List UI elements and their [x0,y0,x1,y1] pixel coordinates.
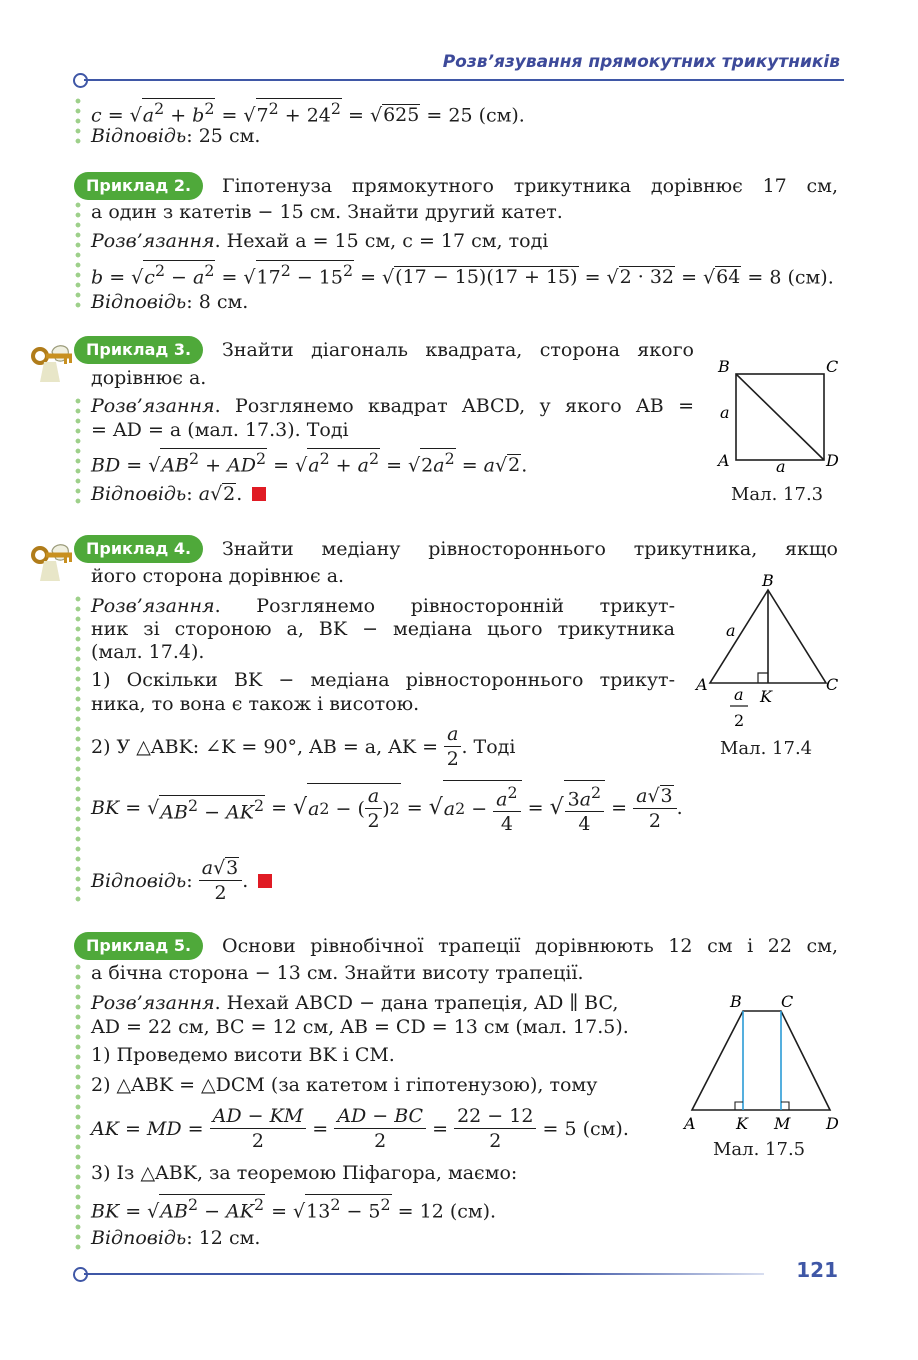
svg-text:a: a [734,685,744,704]
end-of-solution-square-icon [252,487,266,501]
svg-text:a: a [726,621,736,640]
ex5-answer: Відповідь: 12 см. [91,1227,261,1249]
figure-17-3-square [710,356,850,476]
ex4-step1-line1: 1) Оскільки BK − медіана рівностороннього трикут- [91,669,675,691]
svg-text:B: B [718,357,730,376]
ex4-step2: 2) У △ABK: ∠K = 90°, AB = a, AK = $\frac{a}{2}$ . Тоді [91,723,516,770]
figure-17-4-caption: Мал. 17.4 [720,738,813,759]
figure-17-4-triangle [692,570,852,736]
ex3-solution-line2: = AD = a (мал. 17.3). Тоді [91,419,349,441]
svg-text:a: a [776,457,786,476]
ex5-solution-line1: Розв’язання. Нехай ABCD − дана трапеція, AD ∥ BC, [91,992,619,1014]
ex4-solution-line3: (мал. 17.4). [91,641,205,663]
end-of-solution-square-icon [258,874,272,888]
ex4-problem-line1: Знайти медіану рівностороннього трикутника, якщо [222,538,838,560]
ex4-solution-line1: Розв’язання. Розглянемо рівносторонній трикут- [91,595,675,617]
svg-text:B: B [730,992,742,1011]
svg-text:2: 2 [734,711,745,730]
svg-text:B: B [762,571,774,590]
example-5-badge: Приклад 5. [74,932,203,960]
svg-text:A: A [696,675,708,694]
ex5-step3-formula: BK = $√AB^2 - AK^2 = √13^2 - 5^2 = 12$ (см). [91,1195,497,1223]
running-header: Розв’язування прямокутних трикутників [442,52,840,72]
svg-text:M: M [774,1114,791,1133]
ex3-formula: BD = $√AB^2 + AD^2 = √a^2 + a^2 = √2a^2 = a√2$. [91,449,528,477]
example-4-badge: Приклад 4. [74,535,203,563]
ex3-answer: Відповідь: a√2. [91,482,266,506]
ex4-step1-line2: ника, то вона є також і висотою. [91,693,420,715]
example-3-badge: Приклад 3. [74,336,203,364]
ex3-solution-line1: Розв’язання. Розглянемо квадрат ABCD, у якого AB = [91,395,694,417]
svg-text:C: C [781,992,794,1011]
ex5-step3: 3) Із △ABK, за теоремою Піфагора, маємо: [91,1162,518,1184]
ex5-step1: 1) Проведемо висоти BK і CM. [91,1044,395,1066]
svg-text:K: K [760,687,772,706]
ex3-problem-line1: Знайти діагональ квадрата, сторона якого [222,339,694,361]
figure-17-5-caption: Мал. 17.5 [713,1139,806,1160]
ex2-answer: Відповідь: 8 см. [91,291,249,313]
ex2-problem-line2: а один з катетів − 15 см. Знайти другий катет. [91,201,563,223]
ex4-formula: BK = √ $AB^2 - AK^2$ = √ a 2 − ( a 2 ) 2 = √ a 2 − $a^2$ 4 = √ $3a^2$ 4 = a√3 2 . [91,780,683,836]
svg-text:A: A [718,451,730,470]
dotted-margin-guide [75,200,81,312]
svg-text:a: a [720,403,730,422]
ex5-problem-line2: а бічна сторона − 13 см. Знайти висоту трапеції. [91,962,584,984]
keyhole-icon [38,561,62,581]
ex5-problem-line1: Основи рівнобічної трапеції дорівнюють 12 см і 22 см, [222,935,838,957]
footer-rule [84,1273,764,1275]
ex2-solution: Розв’язання. Нехай a = 15 см, c = 17 см, тоді [91,230,549,252]
svg-text:K: K [736,1114,748,1133]
dotted-margin-guide [75,594,81,902]
svg-text:C: C [826,675,839,694]
page-number: 121 [796,1258,838,1282]
ex4-solution-line2: ник зі стороною a, BK − медіана цього трикутника [91,618,675,640]
ex2-formula: $b = √c^2 - a^2 = √17^2 - 15^2 = √(17 - 15)(17 + 15) = √2 \cdot 32 = √64 = 8$ (см). [91,261,834,289]
example-2-badge: Приклад 2. [74,172,203,200]
svg-text:C: C [826,357,839,376]
svg-text:D: D [826,1114,839,1133]
dotted-margin-guide [75,96,81,148]
ex5-step2-formula: AK = MD = AD − KM 2 = AD − BC 2 = $\frac{22 - 12}{2}$ = 5 (см). [91,1105,629,1152]
dotted-margin-guide [75,396,81,506]
figure-17-3-caption: Мал. 17.3 [731,484,824,505]
ex4-problem-line2: його сторона дорівнює a. [91,565,345,587]
ex2-problem-line1: Гіпотенуза прямокутного трикутника дорівнює 17 см, [222,175,838,197]
dotted-margin-guide [75,962,81,1252]
header-rule [84,79,844,81]
ex5-step2: 2) △ABK = △DCM (за катетом і гіпотенузою), тому [91,1074,598,1096]
ex1-formula: $c = √a^2 + b^2 = √7^2 + 24^2 = √625 = 25$ (см). [91,99,525,127]
ex5-solution-line2: AD = 22 см, BC = 12 см, AB = CD = 13 см (мал. 17.5). [91,1016,629,1038]
svg-text:D: D [826,451,839,470]
ex1-answer: Відповідь: 25 см. [91,125,261,147]
svg-text:A: A [684,1114,696,1133]
ex4-answer: Відповідь : a√3 2 . [91,856,272,905]
ex3-problem-line2: дорівнює a. [91,367,207,389]
figure-17-5-trapezoid [680,990,850,1136]
keyhole-icon [38,362,62,382]
